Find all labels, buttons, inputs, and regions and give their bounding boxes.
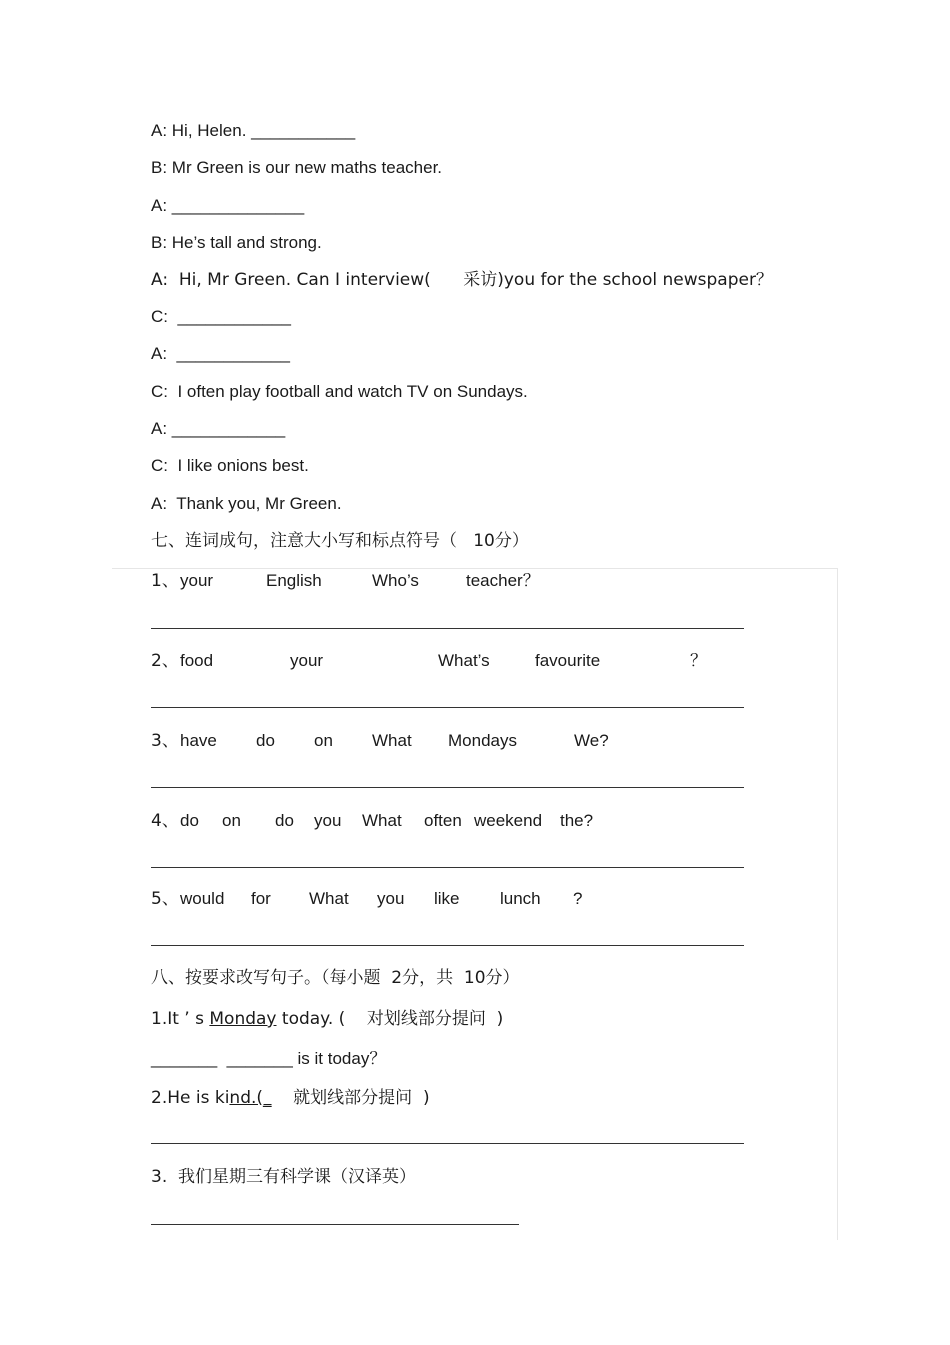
word: the? bbox=[560, 811, 594, 830]
item-number: 4、 bbox=[151, 811, 179, 831]
answer-line bbox=[151, 945, 744, 946]
q1-underlined-word: Monday bbox=[209, 1009, 277, 1029]
answer-line bbox=[151, 1224, 519, 1225]
item-number: 2、 bbox=[151, 651, 179, 671]
answer-line bbox=[151, 707, 744, 708]
dialogue-line: A: Thank you, Mr Green. bbox=[151, 494, 342, 513]
word: would bbox=[180, 889, 225, 908]
q2-text-end: 就划线部分提问 ) bbox=[271, 1088, 430, 1108]
word: lunch bbox=[500, 889, 541, 908]
dialogue-line: A: ____________ bbox=[151, 344, 290, 363]
word: do bbox=[180, 811, 199, 830]
q2-underlined-word: nd.(_ bbox=[229, 1088, 272, 1108]
answer-line bbox=[151, 787, 744, 788]
word: What bbox=[362, 811, 402, 830]
word: weekend bbox=[474, 811, 543, 830]
word: What bbox=[309, 889, 349, 908]
q1-text-start: 1.It ’ s bbox=[151, 1009, 210, 1029]
word: your bbox=[290, 651, 324, 670]
dialogue-line: A: Hi, Mr Green. Can I interview( 采访)you for the school newspaper？ bbox=[151, 270, 773, 290]
item-number: 5、 bbox=[151, 889, 179, 909]
question-1-answer: _______ _______ is it today？ bbox=[151, 1049, 387, 1068]
word: often bbox=[424, 811, 462, 830]
dialogue-line: A: Hi, Helen. ___________ bbox=[151, 121, 356, 140]
word: We? bbox=[574, 731, 609, 750]
dialogue-line: B: Mr Green is our new maths teacher. bbox=[151, 158, 443, 177]
item-number: 3、 bbox=[151, 731, 179, 751]
word: on bbox=[222, 811, 241, 830]
q2-text-start: 2.He is ki bbox=[151, 1088, 230, 1108]
word: ？ bbox=[690, 651, 707, 670]
word: English bbox=[266, 571, 322, 590]
section-8-title: 八、按要求改写句子。（每小题 2分，共 10分） bbox=[151, 968, 520, 988]
dialogue-line: A: ____________ bbox=[151, 419, 286, 438]
word: do bbox=[275, 811, 294, 830]
word: on bbox=[314, 731, 333, 750]
answer-line bbox=[151, 628, 744, 629]
word: you bbox=[377, 889, 405, 908]
word: Mondays bbox=[448, 731, 517, 750]
section-7-title: 七、连词成句，注意大小写和标点符号（ 10分） bbox=[151, 531, 529, 551]
word: What bbox=[372, 731, 412, 750]
word: your bbox=[180, 571, 214, 590]
item-number: 1、 bbox=[151, 571, 179, 591]
word: for bbox=[251, 889, 271, 908]
word: do bbox=[256, 731, 275, 750]
word: What’s bbox=[438, 651, 490, 670]
word: favourite bbox=[535, 651, 601, 670]
word: have bbox=[180, 731, 217, 750]
word: like bbox=[434, 889, 460, 908]
question-1 bbox=[151, 1009, 503, 1029]
answer-line bbox=[151, 867, 744, 868]
word: you bbox=[314, 811, 342, 830]
word: teacher？ bbox=[466, 571, 540, 590]
question-2 bbox=[151, 1088, 430, 1108]
question-3: 3. 我们星期三有科学课（汉译英） bbox=[151, 1167, 417, 1187]
page-frame-top bbox=[112, 568, 838, 569]
answer-line bbox=[151, 1143, 744, 1144]
page-frame-right bbox=[837, 568, 838, 1240]
dialogue-line: C: I often play football and watch TV on Sundays. bbox=[151, 382, 528, 401]
word: Who’s bbox=[372, 571, 419, 590]
word: food bbox=[180, 651, 214, 670]
dialogue-line: C: ____________ bbox=[151, 307, 291, 326]
dialogue-line: B: He’s tall and strong. bbox=[151, 233, 322, 252]
dialogue-line: A: ______________ bbox=[151, 196, 305, 215]
dialogue-line: C: I like onions best. bbox=[151, 456, 309, 475]
q1-text-end: today. ( 对划线部分提问 ) bbox=[276, 1009, 504, 1029]
word: ? bbox=[573, 889, 583, 908]
